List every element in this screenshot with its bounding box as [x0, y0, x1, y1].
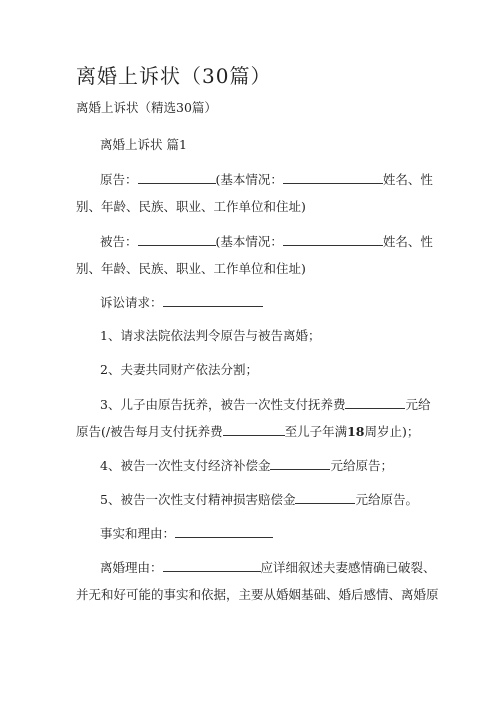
document-title: 离婚上诉状（30篇）	[76, 64, 272, 88]
claim-3-text-b: 元给	[405, 397, 431, 412]
claim-2: 2、夫妻共同财产依法分割；	[100, 362, 258, 377]
facts-line	[100, 525, 273, 542]
claim-4-text-a: 4、被告一次性支付经济补偿金	[100, 458, 271, 473]
claims-blank[interactable]	[163, 294, 263, 307]
defendant-label: 被告：	[100, 234, 138, 249]
claim-4-blank[interactable]	[270, 457, 330, 470]
plaintiff-line-1	[100, 171, 433, 188]
defendant-line1-end: 姓名、性	[382, 234, 433, 249]
claim-4-text-b: 元给原告；	[330, 458, 393, 473]
claim-3-monthly-blank[interactable]	[223, 423, 285, 436]
reason-line1-end: 应详细叙述夫妻感情确已破裂、	[260, 560, 436, 575]
plaintiff-label: 原告：	[100, 172, 138, 187]
defendant-name-blank[interactable]	[138, 233, 216, 246]
plaintiff-basic-open: (基本情况：	[215, 172, 283, 187]
claim-5-text-b: 元给原告。	[355, 492, 418, 507]
section-heading: 离婚上诉状 篇1	[100, 137, 187, 152]
claim-3-text-c: 原告(/被告每月支付抚养费	[76, 424, 223, 439]
reason-line-1	[100, 559, 436, 576]
defendant-line-2: 别、年龄、民族、职业、工作单位和住址)	[76, 261, 306, 276]
plaintiff-name-blank[interactable]	[138, 171, 216, 184]
claims-line	[100, 294, 263, 311]
document-subtitle: 离婚上诉状（精选30篇）	[76, 100, 217, 115]
defendant-basic-open: (基本情况：	[215, 234, 283, 249]
facts-label: 事实和理由：	[100, 526, 176, 541]
defendant-line-1	[100, 233, 433, 250]
claim-3-lump-sum-blank[interactable]	[345, 396, 405, 409]
claims-label: 诉讼请求：	[100, 295, 163, 310]
reason-label: 离婚理由：	[100, 560, 163, 575]
facts-blank[interactable]	[175, 525, 273, 538]
claim-3-text-a: 3、儿子由原告抚养，被告一次性支付抚养费	[100, 397, 346, 412]
claim-3-line-1	[100, 396, 430, 413]
claim-3-text-d: 至儿子年满	[284, 424, 348, 439]
claim-5-blank[interactable]	[295, 491, 355, 504]
reason-line-2: 并无和好可能的事实和依据，主要从婚姻基础、婚后感情、离婚原	[76, 587, 439, 602]
defendant-basic-blank[interactable]	[283, 233, 383, 246]
reason-blank[interactable]	[163, 559, 261, 572]
plaintiff-basic-blank[interactable]	[283, 171, 383, 184]
claim-5-text-a: 5、被告一次性支付精神损害赔偿金	[100, 492, 296, 507]
plaintiff-line1-end: 姓名、性	[382, 172, 433, 187]
claim-3-line-2	[76, 423, 419, 440]
claim-5	[100, 491, 418, 508]
claim-3-age: 18	[347, 424, 365, 439]
claim-3-text-e: 周岁止)；	[364, 424, 420, 439]
plaintiff-line-2: 别、年龄、民族、职业、工作单位和住址)	[76, 199, 306, 214]
claim-4	[100, 457, 393, 474]
claim-1: 1、请求法院依法判令原告与被告离婚；	[100, 328, 321, 343]
